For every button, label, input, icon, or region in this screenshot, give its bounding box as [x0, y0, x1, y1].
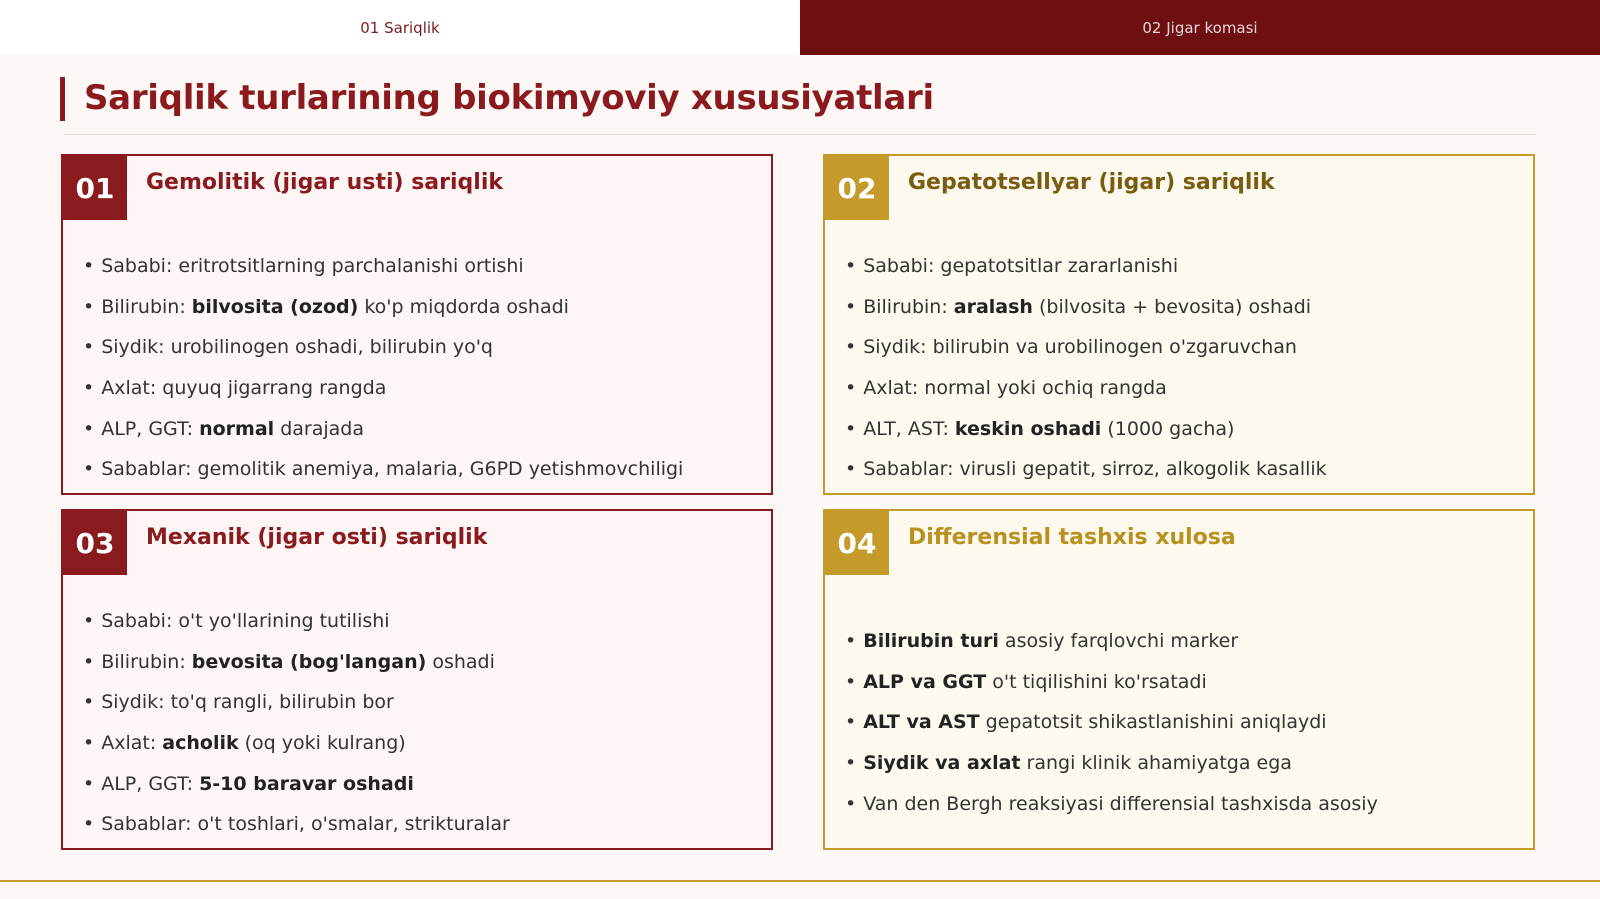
bullet-text-post: rangi klinik ahamiyatga ega	[1020, 752, 1292, 775]
card-number-badge: 03	[63, 511, 127, 575]
card-number-badge: 04	[825, 511, 889, 575]
bullet-item	[845, 327, 1327, 368]
bullet-item	[845, 743, 1378, 784]
bullet-item	[845, 662, 1378, 703]
card-number-badge: 01	[63, 156, 127, 220]
bullet-text-bold: bevosita (bog'langan)	[191, 650, 427, 673]
bullet-text-post: (oq yoki kulrang)	[238, 732, 406, 755]
card-mexanik	[61, 509, 773, 850]
bullet-item	[845, 784, 1378, 825]
bullet-item	[83, 327, 683, 368]
bullet-text-pre: Bilirubin:	[101, 650, 192, 673]
bullet-text-pre: ALP, GGT:	[101, 772, 200, 795]
bullet-text-bold: Bilirubin turi	[863, 630, 999, 652]
bullet-text-bold: acholik	[162, 732, 239, 755]
bullet-text-pre: Bilirubin:	[863, 295, 954, 318]
bullet-text-pre: Van den Bergh reaksiyasi differensial tashxisda asosiy	[863, 792, 1378, 815]
bullet-item	[83, 287, 683, 328]
bullet-list	[83, 601, 510, 845]
bullet-text-pre: Siydik: bilirubin va urobilinogen o'zgaruvchan	[863, 336, 1297, 359]
bullet-item	[845, 702, 1378, 743]
bullet-text-pre: Axlat: quyuq jigarrang rangda	[101, 377, 387, 400]
card-title: Mexanik (jigar osti) sariqlik	[146, 525, 488, 550]
bullet-text-bold: keskin oshadi	[954, 417, 1102, 440]
bullet-item	[845, 409, 1327, 450]
bullet-item	[83, 409, 683, 450]
bullet-text-post: ko'p miqdorda oshadi	[358, 295, 569, 318]
bullet-text-pre: Sababi: gepatotsitlar zararlanishi	[863, 255, 1179, 277]
bullet-item	[845, 449, 1327, 490]
bullet-text-bold: bilvosita (ozod)	[191, 295, 359, 318]
bullet-item	[83, 764, 510, 805]
tab-sariqlik[interactable]: 01 Sariqlik	[0, 0, 800, 55]
bullet-list	[845, 246, 1327, 490]
bullet-text-bold: normal	[199, 417, 275, 440]
bullet-text-post: oshadi	[426, 650, 495, 673]
bullet-text-post: (1000 gacha)	[1101, 417, 1235, 440]
bullet-text-bold: ALT va AST	[863, 711, 980, 734]
bullet-text-pre: Axlat: normal yoki ochiq rangda	[863, 377, 1167, 400]
bullet-text-pre: ALP, GGT:	[101, 417, 200, 440]
bullet-item	[83, 682, 510, 723]
bullet-text-pre: Siydik: urobilinogen oshadi, bilirubin yo'q	[101, 336, 493, 359]
tab-jigar-komasi[interactable]: 02 Jigar komasi	[800, 0, 1600, 55]
bullet-text-pre: Sabablar: gemolitik anemiya, malaria, G6PD yetishmovchiligi	[101, 458, 684, 481]
page-title: Sariqlik turlarining biokimyoviy xususiyatlari	[84, 78, 934, 118]
slide-tabs	[0, 0, 1600, 55]
card-number-badge: 02	[825, 156, 889, 220]
title-accent-bar	[60, 77, 65, 121]
bullet-text-post: darajada	[274, 417, 364, 440]
bullet-item	[845, 246, 1327, 287]
card-title: Gemolitik (jigar usti) sariqlik	[146, 170, 504, 195]
bullet-text-bold: Siydik va axlat	[863, 752, 1021, 775]
footer-divider	[0, 880, 1600, 882]
card-title: Differensial tashxis xulosa	[908, 525, 1236, 550]
bullet-item	[83, 246, 683, 287]
card-gepatotsellyar	[823, 154, 1535, 495]
bullet-item	[83, 601, 510, 642]
bullet-text-pre: Sababi: o't yo'llarining tutilishi	[101, 610, 390, 632]
bullet-item	[845, 368, 1327, 409]
bullet-text-post: o't tiqilishini ko'rsatadi	[986, 670, 1207, 693]
bullet-item	[83, 723, 510, 764]
bullet-text-post: asosiy farqlovchi marker	[998, 630, 1239, 652]
bullet-text-bold: aralash	[953, 295, 1033, 318]
bullet-text-pre: Bilirubin:	[101, 295, 192, 318]
bullet-text-pre: ALT, AST:	[863, 417, 955, 440]
bullet-text-post: gepatotsit shikastlanishini aniqlaydi	[979, 711, 1327, 734]
bullet-item	[83, 449, 683, 490]
bullet-item	[845, 287, 1327, 328]
card-title: Gepatotsellyar (jigar) sariqlik	[908, 170, 1275, 195]
bullet-text-pre: Axlat:	[101, 732, 163, 755]
bullet-item	[845, 621, 1378, 662]
bullet-item	[83, 368, 683, 409]
bullet-list	[845, 621, 1378, 824]
title-divider	[64, 134, 1536, 135]
bullet-text-bold: 5-10 baravar oshadi	[199, 772, 414, 795]
bullet-list	[83, 246, 683, 490]
bullet-text-bold: ALP va GGT	[863, 670, 987, 693]
bullet-text-pre: Sabablar: virusli gepatit, sirroz, alkogolik kasallik	[863, 458, 1327, 481]
bullet-text-pre: Sabablar: o't toshlari, o'smalar, strikturalar	[101, 813, 510, 836]
bullet-text-pre: Sababi: eritrotsitlarning parchalanishi ortishi	[101, 255, 524, 277]
bullet-item	[83, 642, 510, 683]
bullet-text-post: (bilvosita + bevosita) oshadi	[1032, 295, 1312, 318]
bullet-text-pre: Siydik: to'q rangli, bilirubin bor	[101, 691, 394, 714]
card-differensial	[823, 509, 1535, 850]
bullet-item	[83, 804, 510, 845]
card-gemolitik	[61, 154, 773, 495]
